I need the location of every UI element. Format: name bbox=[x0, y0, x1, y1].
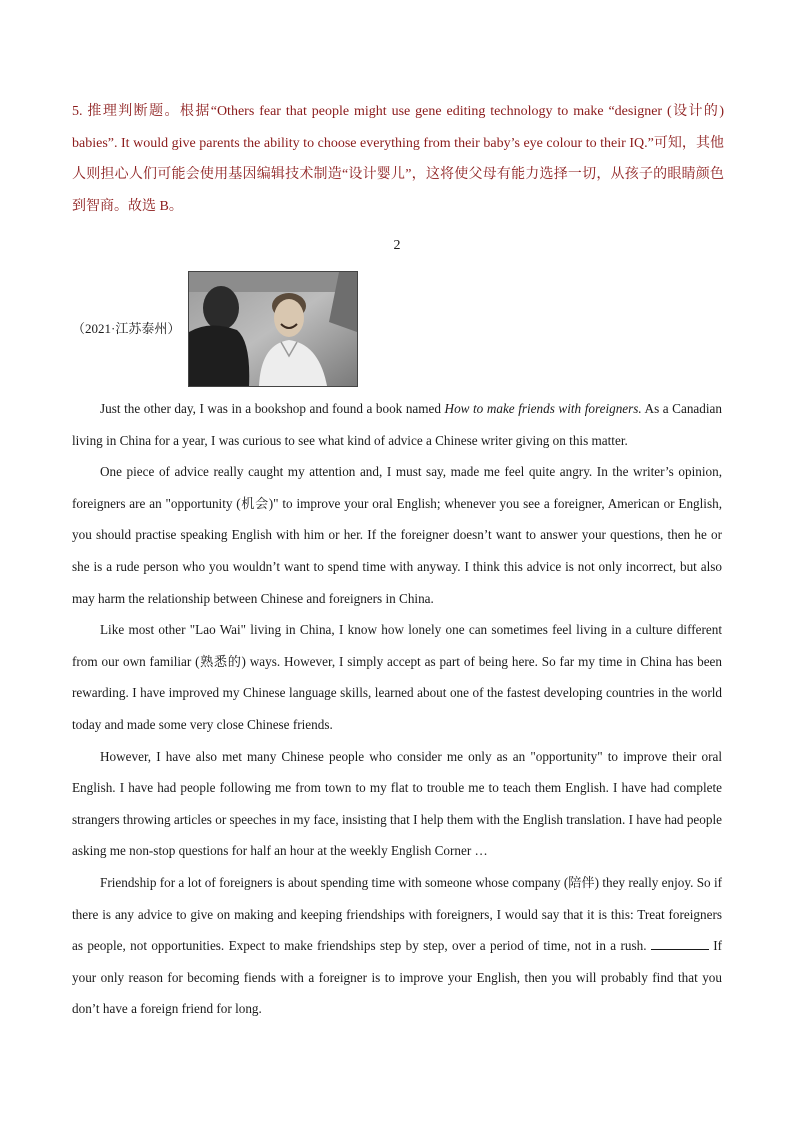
paragraph-5 bbox=[72, 867, 722, 1025]
source-label: （2021·江苏泰州） bbox=[72, 321, 181, 336]
answer-explanation: 5. 推理判断题。根据“Others fear that people might use gene editing technology to make “designer (设计的) babies”. It would give parents the ability to choose everything from their baby’s eye colour to their IQ.”可知，其他人则担心人们可能会使用基因编辑技术制造“设计婴儿”，这将使父母有能力选择一切，从孩子的眼睛颜色到智商。故选 B。 bbox=[72, 104, 724, 214]
book-title: How to make friends with foreigners. bbox=[444, 401, 642, 416]
reading-passage bbox=[72, 393, 722, 1025]
paragraph-1-text-end: As a Canadian living in China for a year, I was curious to see what kind of advice a Chinese writer giving on this matter. bbox=[72, 401, 722, 448]
paragraph-4: However, I have also met many Chinese people who consider me only as an "opportunity" to improve their oral English. I have had people following me from town to my flat to trouble me to teach them English. I have had complete strangers throwing articles or speeches in my face, insisting that I help them with the English translation. I have had people asking me non-stop questions for half an hour at the weekly English Corner … bbox=[72, 748, 722, 859]
paragraph-3: Like most other "Lao Wai" living in China, I know how lonely one can sometimes feel living in a culture different from our own familiar (熟悉的) ways. However, I simply accept as part of being here. So far my time in China has been rewarding. I have improved my Chinese language skills, learned about one of the fastest developing countries in the world today and made some very close Chinese friends. bbox=[72, 622, 722, 732]
paragraph-1-text-start: Just the other day, I was in a bookshop and found a book named bbox=[100, 401, 445, 416]
paragraph-1 bbox=[72, 393, 722, 456]
passage-number: 2 bbox=[393, 238, 401, 253]
paragraph-2: One piece of advice really caught my attention and, I must say, made me feel quite angry. In the writer’s opinion, foreigners are an "opportunity (机会)" to improve your oral English; whenever you see a foreigner, American or English, you should practise speaking English with him or her. If the foreigner doesn’t want to answer your questions, then he or she is a rude person who you wouldn’t want to spend time with anyway. I think this advice is not only incorrect, but also may harm the relationship between Chinese and foreigners in China. bbox=[72, 464, 722, 606]
paragraph-5-text-end: If your only reason for becoming fiends with a foreigner is to improve your English, then you will probably find that you don’t have a foreign friend for long. bbox=[72, 938, 722, 1017]
photo-two-men-talking bbox=[188, 271, 358, 387]
answer-blank[interactable] bbox=[651, 937, 709, 950]
paragraph-5-text-start: Friendship for a lot of foreigners is about spending time with someone whose company (陪伴) they really enjoy. So if there is any advice to give on making and keeping friendships with foreigners, I would say that it is this: Treat foreigners as people, not opportunities. Expect to make friendships step by step, over a period of time, not in a rush. bbox=[72, 874, 722, 954]
